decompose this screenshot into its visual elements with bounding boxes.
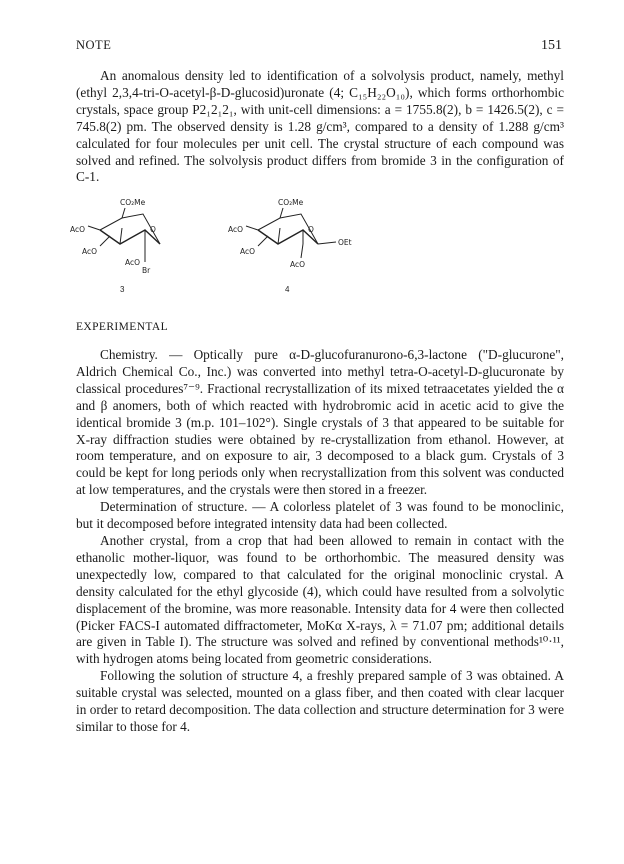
experimental-block (76, 347, 564, 736)
c3-aco-3-label: AcO (125, 258, 141, 267)
c3-co2me-label: CO₂Me (120, 198, 146, 207)
c3-aco-1-label: AcO (70, 225, 86, 234)
compound-4-structure (228, 198, 352, 294)
c4-aco-3-label: AcO (290, 260, 306, 269)
c3-ring-o-label: O (150, 225, 156, 234)
c4-co2me-label: CO₂Me (278, 198, 304, 207)
compound-4-number: 4 (285, 285, 290, 294)
running-header: NOTE (76, 38, 112, 52)
paragraph-determination: Determination of structure. — A colorless platelet of 3 was found to be monoclinic, but it decomposed before integrated intensity data had been collected. (76, 499, 564, 532)
c4-oet-label: OEt (338, 238, 352, 247)
intro-paragraph: An anomalous density led to identification of a solvolysis product, namely, methyl (ethyl 2,3,4-tri-O-acetyl-β-D-glucosid)uronate (4; C₁₅H₂₂O₁₀), which forms orthorhombic crystals, space group P2₁2₁2₁, with unit-cell dimensions: a = 1755.8(2), b = 1426.5(2), c = 745.8(2) pm. The observed density is 1.28 g/cm³, compared to a density of 1.288 g/cm³ calculated for four molecules per unit cell. The crystal structure of each compound was solved and refined. The solvolysis product differs from bromide 3 in the configuration of C-1. (76, 68, 564, 185)
paragraph-chemistry: Chemistry. — Optically pure α-D-glucofuranurono-6,3-lactone ("D-glucurone", Aldrich Chemical Co., Inc.) was converted into methyl tetra-O-acetyl-D-glucuronate by classical procedures⁷⁻⁹. Fractional recrystallization of its mixed tetraacetates yielded the α and β anomers, both of which reacted with hydrobromic acid in acetic acid to give the identical bromide 3 (m.p. 101–102°). Single crystals of 3 that appeared to be suitable for X-ray diffraction studies were obtained by re-crystallization from ethanol. However, at room temperature, and on exposure to air, 3 decomposed to a black gum. Crystals of 3 could be kept for long periods only when recrystallization from this solvent was conducted at low temperatures, and the crystals were then stored in a freezer. (76, 347, 564, 498)
c4-aco-1-label: AcO (228, 225, 244, 234)
paragraph-another-crystal: Another crystal, from a crop that had been allowed to remain in contact with the ethanolic mother-liquor, was found to be orthorhombic. The measured density was unexpectedly low, compared to that calculated for the original monoclinic crystal. A density calculated for the ethyl glycoside (4), which could have resulted from a solvolytic displacement of the bromine, was more reasonable. Intensity data for 4 were then collected (Picker FACS-I automated diffractometer, MoKα X-rays, λ = 71.07 pm; additional details are given in Table I). The structure was solved and refined by conventional methods¹⁰·¹¹, with hydrogen atoms being located from geometric considerations. (76, 532, 564, 667)
c3-aco-2-label: AcO (82, 247, 98, 256)
compound-3-number: 3 (120, 285, 125, 294)
c4-aco-2-label: AcO (240, 247, 256, 256)
paragraph-following: Following the solution of structure 4, a freshly prepared sample of 3 was obtained. A suitable crystal was selected, mounted on a glass fiber, and then coated with clear lacquer in order to retard decomposition. The data collection and structure determination for 3 were similar to those for 4. (76, 668, 564, 734)
page-number: 151 (541, 38, 562, 53)
section-title: EXPERIMENTAL (76, 321, 169, 333)
c4-ring-o-label: O (308, 225, 314, 234)
c3-br-label: Br (142, 266, 151, 275)
compound-3-structure (70, 198, 160, 294)
